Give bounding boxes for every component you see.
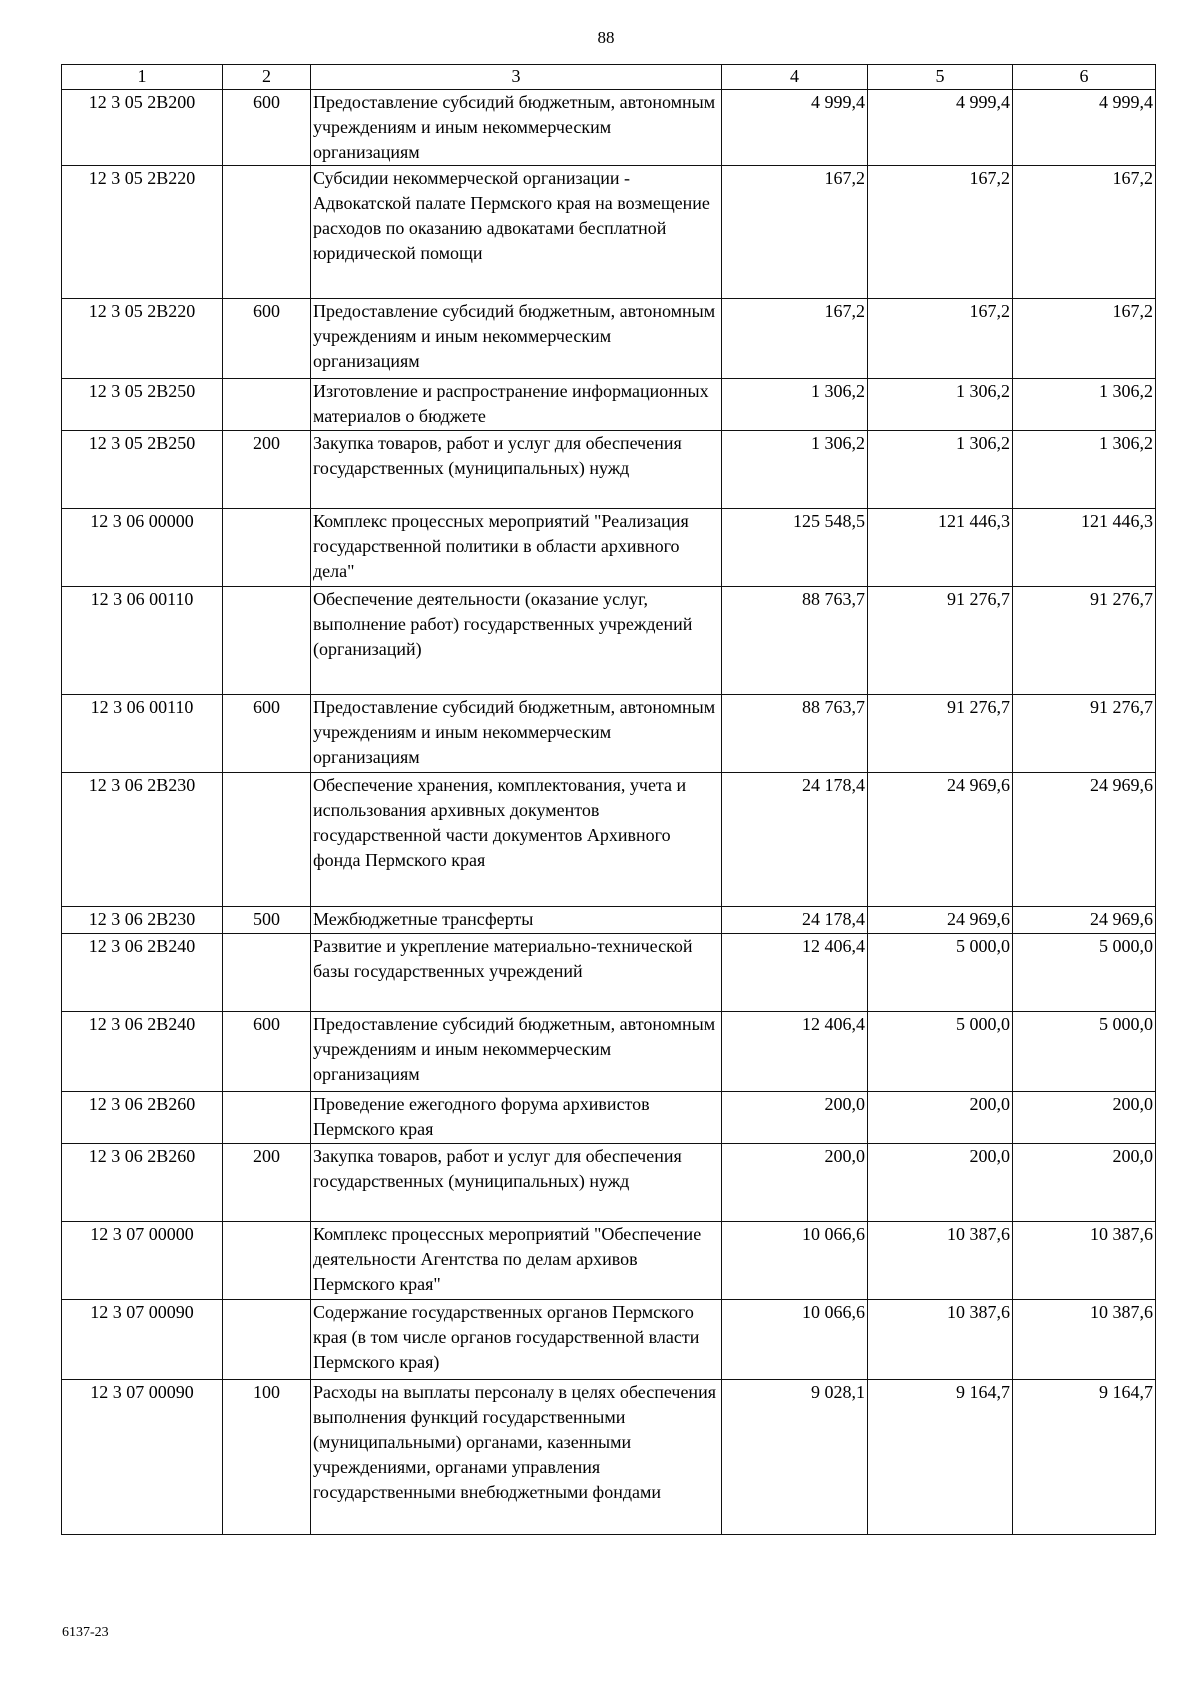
amount-cell-6: 5 000,0 — [1013, 1012, 1156, 1092]
amount-cell-4: 10 066,6 — [722, 1222, 868, 1300]
amount-cell-4: 125 548,5 — [722, 509, 868, 587]
amount-cell-4: 9 028,1 — [722, 1380, 868, 1535]
description-cell: Предоставление субсидий бюджетным, автономным учреждениям и иным некоммерческим организациям — [311, 695, 722, 773]
expense-type-cell: 600 — [223, 695, 311, 773]
amount-cell-5: 167,2 — [868, 299, 1013, 379]
target-code-cell: 12 3 07 00090 — [62, 1300, 223, 1380]
expense-type-cell — [223, 509, 311, 587]
expense-type-cell: 600 — [223, 1012, 311, 1092]
amount-cell-4: 10 066,6 — [722, 1300, 868, 1380]
description-cell: Закупка товаров, работ и услуг для обеспечения государственных (муниципальных) нужд — [311, 431, 722, 509]
amount-cell-6: 1 306,2 — [1013, 379, 1156, 431]
table-row — [62, 431, 1156, 509]
target-code-cell: 12 3 06 2В240 — [62, 1012, 223, 1092]
expense-type-cell: 200 — [223, 1144, 311, 1222]
amount-cell-4: 88 763,7 — [722, 695, 868, 773]
table-row — [62, 907, 1156, 934]
table-header-row — [62, 65, 1156, 90]
page-number: 88 — [597, 28, 615, 47]
amount-cell-4: 167,2 — [722, 166, 868, 299]
amount-cell-4: 12 406,4 — [722, 934, 868, 1012]
amount-cell-6: 91 276,7 — [1013, 695, 1156, 773]
column-header-2: 2 — [223, 65, 311, 90]
target-code-cell: 12 3 05 2В220 — [62, 299, 223, 379]
target-code-cell: 12 3 06 2В260 — [62, 1092, 223, 1144]
amount-cell-6: 167,2 — [1013, 299, 1156, 379]
description-cell: Предоставление субсидий бюджетным, автономным учреждениям и иным некоммерческим организациям — [311, 1012, 722, 1092]
table-row — [62, 1012, 1156, 1092]
description-cell: Развитие и укрепление материально-технической базы государственных учреждений — [311, 934, 722, 1012]
description-cell: Содержание государственных органов Пермского края (в том числе органов государственной власти Пермского края) — [311, 1300, 722, 1380]
amount-cell-6: 9 164,7 — [1013, 1380, 1156, 1535]
target-code-cell: 12 3 05 2В200 — [62, 90, 223, 166]
amount-cell-5: 10 387,6 — [868, 1222, 1013, 1300]
target-code-cell: 12 3 06 00110 — [62, 587, 223, 695]
table-row — [62, 934, 1156, 1012]
target-code-cell: 12 3 07 00090 — [62, 1380, 223, 1535]
description-cell: Комплекс процессных мероприятий "Обеспечение деятельности Агентства по делам архивов Пермского края" — [311, 1222, 722, 1300]
column-header-3: 3 — [311, 65, 722, 90]
description-cell: Обеспечение хранения, комплектования, учета и использования архивных документов государственной части документов Архивного фонда Пермского края — [311, 773, 722, 907]
amount-cell-6: 121 446,3 — [1013, 509, 1156, 587]
description-cell: Субсидии некоммерческой организации - Адвокатской палате Пермского края на возмещение расходов по оказанию адвокатами бесплатной юридической помощи — [311, 166, 722, 299]
amount-cell-5: 167,2 — [868, 166, 1013, 299]
amount-cell-5: 24 969,6 — [868, 773, 1013, 907]
description-cell: Комплекс процессных мероприятий "Реализация государственной политики в области архивного дела" — [311, 509, 722, 587]
target-code-cell: 12 3 06 2В230 — [62, 773, 223, 907]
amount-cell-4: 1 306,2 — [722, 431, 868, 509]
budget-table — [61, 64, 1156, 1535]
description-cell: Обеспечение деятельности (оказание услуг, выполнение работ) государственных учреждений (организаций) — [311, 587, 722, 695]
amount-cell-6: 167,2 — [1013, 166, 1156, 299]
table-row — [62, 1092, 1156, 1144]
table-row — [62, 509, 1156, 587]
amount-cell-6: 91 276,7 — [1013, 587, 1156, 695]
table-row — [62, 587, 1156, 695]
description-cell: Проведение ежегодного форума архивистов Пермского края — [311, 1092, 722, 1144]
amount-cell-6: 5 000,0 — [1013, 934, 1156, 1012]
expense-type-cell — [223, 934, 311, 1012]
table-row — [62, 90, 1156, 166]
table-row — [62, 773, 1156, 907]
table-row — [62, 695, 1156, 773]
amount-cell-4: 200,0 — [722, 1092, 868, 1144]
amount-cell-4: 24 178,4 — [722, 773, 868, 907]
amount-cell-6: 200,0 — [1013, 1144, 1156, 1222]
target-code-cell: 12 3 07 00000 — [62, 1222, 223, 1300]
description-cell: Расходы на выплаты персоналу в целях обеспечения выполнения функций государственными (муниципальными) органами, казенными учреждениями, органами управления государственными внебюджетными фондами — [311, 1380, 722, 1535]
amount-cell-4: 4 999,4 — [722, 90, 868, 166]
amount-cell-6: 10 387,6 — [1013, 1222, 1156, 1300]
expense-type-cell — [223, 587, 311, 695]
expense-type-cell — [223, 166, 311, 299]
amount-cell-5: 121 446,3 — [868, 509, 1013, 587]
amount-cell-5: 200,0 — [868, 1144, 1013, 1222]
amount-cell-6: 1 306,2 — [1013, 431, 1156, 509]
amount-cell-4: 88 763,7 — [722, 587, 868, 695]
expense-type-cell — [223, 773, 311, 907]
amount-cell-4: 24 178,4 — [722, 907, 868, 934]
column-header-5: 5 — [868, 65, 1013, 90]
expense-type-cell — [223, 1092, 311, 1144]
amount-cell-6: 24 969,6 — [1013, 907, 1156, 934]
column-header-1: 1 — [62, 65, 223, 90]
amount-cell-4: 167,2 — [722, 299, 868, 379]
table-row — [62, 299, 1156, 379]
amount-cell-5: 1 306,2 — [868, 379, 1013, 431]
expense-type-cell: 600 — [223, 90, 311, 166]
amount-cell-5: 1 306,2 — [868, 431, 1013, 509]
amount-cell-5: 5 000,0 — [868, 1012, 1013, 1092]
target-code-cell: 12 3 06 00110 — [62, 695, 223, 773]
table-row — [62, 1300, 1156, 1380]
description-cell: Предоставление субсидий бюджетным, автономным учреждениям и иным некоммерческим организациям — [311, 90, 722, 166]
description-cell: Предоставление субсидий бюджетным, автономным учреждениям и иным некоммерческим организациям — [311, 299, 722, 379]
expense-type-cell: 500 — [223, 907, 311, 934]
amount-cell-5: 24 969,6 — [868, 907, 1013, 934]
target-code-cell: 12 3 06 00000 — [62, 509, 223, 587]
column-header-6: 6 — [1013, 65, 1156, 90]
amount-cell-6: 4 999,4 — [1013, 90, 1156, 166]
amount-cell-5: 4 999,4 — [868, 90, 1013, 166]
amount-cell-4: 200,0 — [722, 1144, 868, 1222]
expense-type-cell — [223, 1222, 311, 1300]
table-row — [62, 1144, 1156, 1222]
table-row — [62, 1380, 1156, 1535]
amount-cell-4: 12 406,4 — [722, 1012, 868, 1092]
expense-type-cell: 600 — [223, 299, 311, 379]
amount-cell-4: 1 306,2 — [722, 379, 868, 431]
description-cell: Закупка товаров, работ и услуг для обеспечения государственных (муниципальных) нужд — [311, 1144, 722, 1222]
target-code-cell: 12 3 05 2В220 — [62, 166, 223, 299]
amount-cell-5: 200,0 — [868, 1092, 1013, 1144]
amount-cell-5: 91 276,7 — [868, 587, 1013, 695]
document-id: 6137-23 — [62, 1625, 109, 1640]
target-code-cell: 12 3 06 2В240 — [62, 934, 223, 1012]
column-header-4: 4 — [722, 65, 868, 90]
table-row — [62, 166, 1156, 299]
target-code-cell: 12 3 06 2В230 — [62, 907, 223, 934]
amount-cell-6: 200,0 — [1013, 1092, 1156, 1144]
amount-cell-5: 91 276,7 — [868, 695, 1013, 773]
amount-cell-6: 24 969,6 — [1013, 773, 1156, 907]
description-cell: Межбюджетные трансферты — [311, 907, 722, 934]
expense-type-cell: 200 — [223, 431, 311, 509]
target-code-cell: 12 3 05 2В250 — [62, 379, 223, 431]
description-cell: Изготовление и распространение информационных материалов о бюджете — [311, 379, 722, 431]
amount-cell-5: 9 164,7 — [868, 1380, 1013, 1535]
expense-type-cell: 100 — [223, 1380, 311, 1535]
target-code-cell: 12 3 06 2В260 — [62, 1144, 223, 1222]
expense-type-cell — [223, 379, 311, 431]
table-row — [62, 1222, 1156, 1300]
expense-type-cell — [223, 1300, 311, 1380]
amount-cell-5: 10 387,6 — [868, 1300, 1013, 1380]
amount-cell-5: 5 000,0 — [868, 934, 1013, 1012]
target-code-cell: 12 3 05 2В250 — [62, 431, 223, 509]
amount-cell-6: 10 387,6 — [1013, 1300, 1156, 1380]
table-row — [62, 379, 1156, 431]
